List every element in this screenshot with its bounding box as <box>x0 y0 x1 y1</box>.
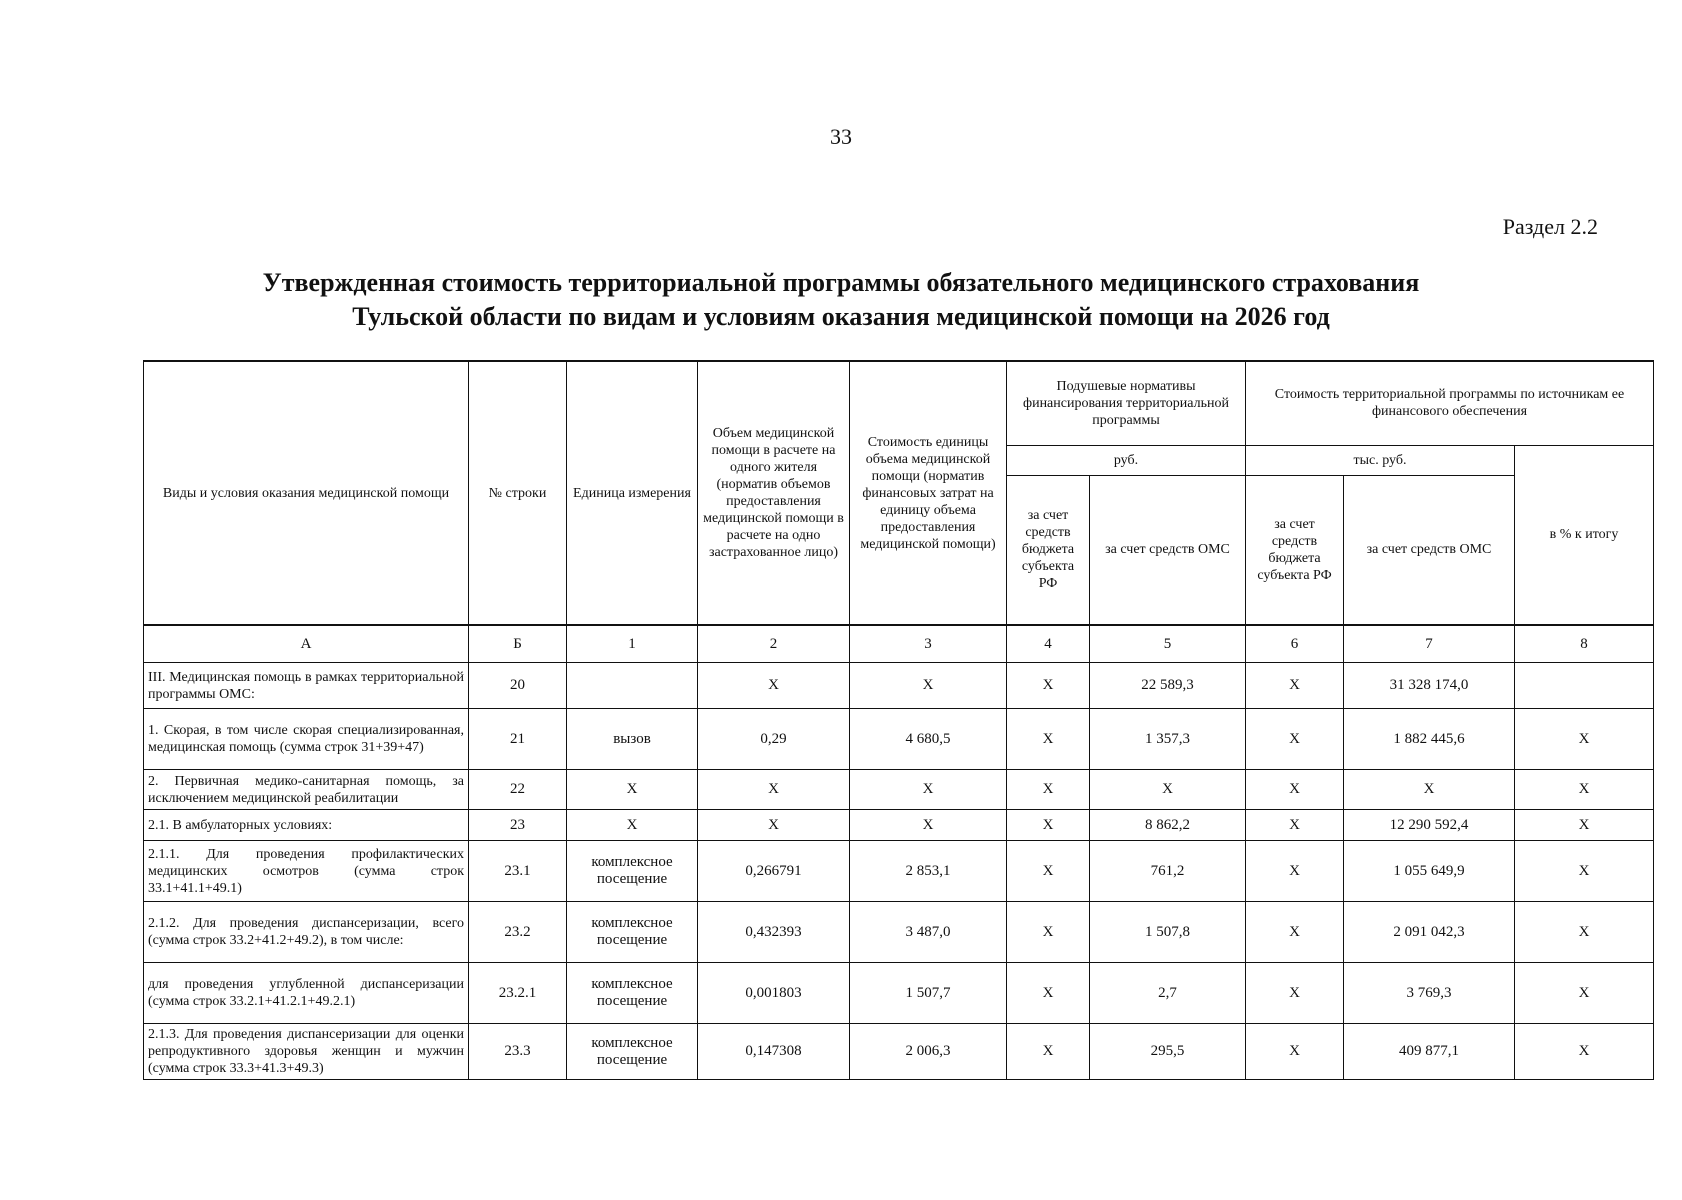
row-budget-2: Х <box>1246 902 1344 963</box>
row-oms-2: Х <box>1344 770 1515 810</box>
row-cost: Х <box>850 770 1007 810</box>
row-unit: вызов <box>567 709 698 770</box>
row-volume: Х <box>698 810 850 841</box>
index-cell: 1 <box>567 625 698 663</box>
row-oms: 22 589,3 <box>1090 663 1246 709</box>
row-volume: Х <box>698 663 850 709</box>
row-name: 2.1.3. Для проведения диспансеризации для оценки репродуктивного здоровья женщин и мужчин (сумма строк 33.3+41.3+49.3) <box>144 1024 469 1080</box>
row-volume: 0,29 <box>698 709 850 770</box>
row-no: 20 <box>469 663 567 709</box>
row-oms: 8 862,2 <box>1090 810 1246 841</box>
row-cost: 4 680,5 <box>850 709 1007 770</box>
row-budget: Х <box>1007 902 1090 963</box>
title-line-2: Тульской области по видам и условиям оказания медицинской помощи на 2026 год <box>352 302 1330 331</box>
row-percent: Х <box>1515 709 1654 770</box>
row-name: 2.1.2. Для проведения диспансеризации, всего (сумма строк 33.2+41.2+49.2), в том числе: <box>144 902 469 963</box>
row-volume: 0,266791 <box>698 841 850 902</box>
row-percent: Х <box>1515 902 1654 963</box>
row-unit: комплексное посещение <box>567 902 698 963</box>
table-row <box>144 663 1654 709</box>
row-oms-2: 31 328 174,0 <box>1344 663 1515 709</box>
row-no: 23.3 <box>469 1024 567 1080</box>
row-no: 22 <box>469 770 567 810</box>
index-cell: 6 <box>1246 625 1344 663</box>
table-row <box>144 1024 1654 1080</box>
table-row <box>144 963 1654 1024</box>
row-budget-2: Х <box>1246 810 1344 841</box>
table-row <box>144 770 1654 810</box>
row-oms-2: 1 882 445,6 <box>1344 709 1515 770</box>
header-cost: Стоимость единицы объема медицинской помощи (норматив финансовых затрат на единицу объема предоставления медицинской помощи) <box>850 361 1007 625</box>
row-oms-2: 12 290 592,4 <box>1344 810 1515 841</box>
header-per-capita: Подушевые нормативы финансирования территориальной программы <box>1007 361 1246 445</box>
row-cost: 2 006,3 <box>850 1024 1007 1080</box>
row-volume: Х <box>698 770 850 810</box>
header-unit: Единица измерения <box>567 361 698 625</box>
row-budget-2: Х <box>1246 841 1344 902</box>
table-row <box>144 902 1654 963</box>
row-no: 23.2.1 <box>469 963 567 1024</box>
row-percent: Х <box>1515 1024 1654 1080</box>
row-no: 21 <box>469 709 567 770</box>
row-cost: 2 853,1 <box>850 841 1007 902</box>
row-no: 23.1 <box>469 841 567 902</box>
index-cell: 2 <box>698 625 850 663</box>
table-row <box>144 709 1654 770</box>
index-cell: 7 <box>1344 625 1515 663</box>
row-oms: 295,5 <box>1090 1024 1246 1080</box>
row-budget: Х <box>1007 841 1090 902</box>
header-rub: руб. <box>1007 445 1246 475</box>
row-oms: 1 507,8 <box>1090 902 1246 963</box>
row-unit: комплексное посещение <box>567 963 698 1024</box>
row-oms-2: 2 091 042,3 <box>1344 902 1515 963</box>
row-budget: Х <box>1007 1024 1090 1080</box>
row-percent: Х <box>1515 810 1654 841</box>
row-budget: Х <box>1007 810 1090 841</box>
row-name: 2.1.1. Для проведения профилактических медицинских осмотров (сумма строк 33.1+41.1+49.1) <box>144 841 469 902</box>
row-budget-2: Х <box>1246 963 1344 1024</box>
header-oms-2: за счет средств ОМС <box>1344 475 1515 625</box>
row-name: 1. Скорая, в том числе скорая специализированная, медицинская помощь (сумма строк 31+39+47) <box>144 709 469 770</box>
row-name: 2. Первичная медико-санитарная помощь, за исключением медицинской реабилитации <box>144 770 469 810</box>
row-name: 2.1. В амбулаторных условиях: <box>144 810 469 841</box>
header-kind: Виды и условия оказания медицинской помощи <box>144 361 469 625</box>
row-cost: 1 507,7 <box>850 963 1007 1024</box>
row-cost: Х <box>850 810 1007 841</box>
row-no: 23 <box>469 810 567 841</box>
row-budget: Х <box>1007 770 1090 810</box>
row-unit: Х <box>567 770 698 810</box>
table-row <box>144 841 1654 902</box>
index-cell: Б <box>469 625 567 663</box>
index-cell: 8 <box>1515 625 1654 663</box>
row-oms-2: 409 877,1 <box>1344 1024 1515 1080</box>
row-name: III. Медицинская помощь в рамках территориальной программы ОМС: <box>144 663 469 709</box>
header-budget-2: за счет средств бюджета субъекта РФ <box>1246 475 1344 625</box>
row-budget: Х <box>1007 709 1090 770</box>
header-program-cost: Стоимость территориальной программы по источникам ее финансового обеспечения <box>1246 361 1654 445</box>
row-oms: Х <box>1090 770 1246 810</box>
row-volume: 0,432393 <box>698 902 850 963</box>
index-cell: А <box>144 625 469 663</box>
index-cell: 5 <box>1090 625 1246 663</box>
header-budget: за счет средств бюджета субъекта РФ <box>1007 475 1090 625</box>
row-budget: Х <box>1007 963 1090 1024</box>
row-name: для проведения углубленной диспансеризации (сумма строк 33.2.1+41.2.1+49.2.1) <box>144 963 469 1024</box>
row-budget-2: Х <box>1246 709 1344 770</box>
header-volume: Объем медицинской помощи в расчете на одного жителя (норматив объемов предоставления медицинской помощи в расчете на одно застрахованное лицо) <box>698 361 850 625</box>
index-cell: 4 <box>1007 625 1090 663</box>
row-budget-2: Х <box>1246 770 1344 810</box>
row-unit: комплексное посещение <box>567 1024 698 1080</box>
title-line-1: Утвержденная стоимость территориальной программы обязательного медицинского страхования <box>262 268 1420 297</box>
row-no: 23.2 <box>469 902 567 963</box>
row-budget-2: Х <box>1246 1024 1344 1080</box>
header-row-no: № строки <box>469 361 567 625</box>
row-percent: Х <box>1515 770 1654 810</box>
row-volume: 0,147308 <box>698 1024 850 1080</box>
row-unit: Х <box>567 810 698 841</box>
header-percent: в % к итогу <box>1515 445 1654 625</box>
page-number: 33 <box>830 124 852 149</box>
cost-table <box>143 360 1654 1080</box>
section-label: Раздел 2.2 <box>1502 214 1598 239</box>
row-unit <box>567 663 698 709</box>
row-cost: 3 487,0 <box>850 902 1007 963</box>
page-title <box>0 266 1682 334</box>
row-oms-2: 3 769,3 <box>1344 963 1515 1024</box>
row-oms: 2,7 <box>1090 963 1246 1024</box>
row-cost: Х <box>850 663 1007 709</box>
row-unit: комплексное посещение <box>567 841 698 902</box>
header-oms: за счет средств ОМС <box>1090 475 1246 625</box>
row-percent: Х <box>1515 963 1654 1024</box>
row-percent <box>1515 663 1654 709</box>
header-thous-rub: тыс. руб. <box>1246 445 1515 475</box>
row-percent: Х <box>1515 841 1654 902</box>
row-volume: 0,001803 <box>698 963 850 1024</box>
row-budget-2: Х <box>1246 663 1344 709</box>
index-cell: 3 <box>850 625 1007 663</box>
row-oms: 761,2 <box>1090 841 1246 902</box>
table-row <box>144 810 1654 841</box>
row-oms-2: 1 055 649,9 <box>1344 841 1515 902</box>
row-oms: 1 357,3 <box>1090 709 1246 770</box>
row-budget: Х <box>1007 663 1090 709</box>
